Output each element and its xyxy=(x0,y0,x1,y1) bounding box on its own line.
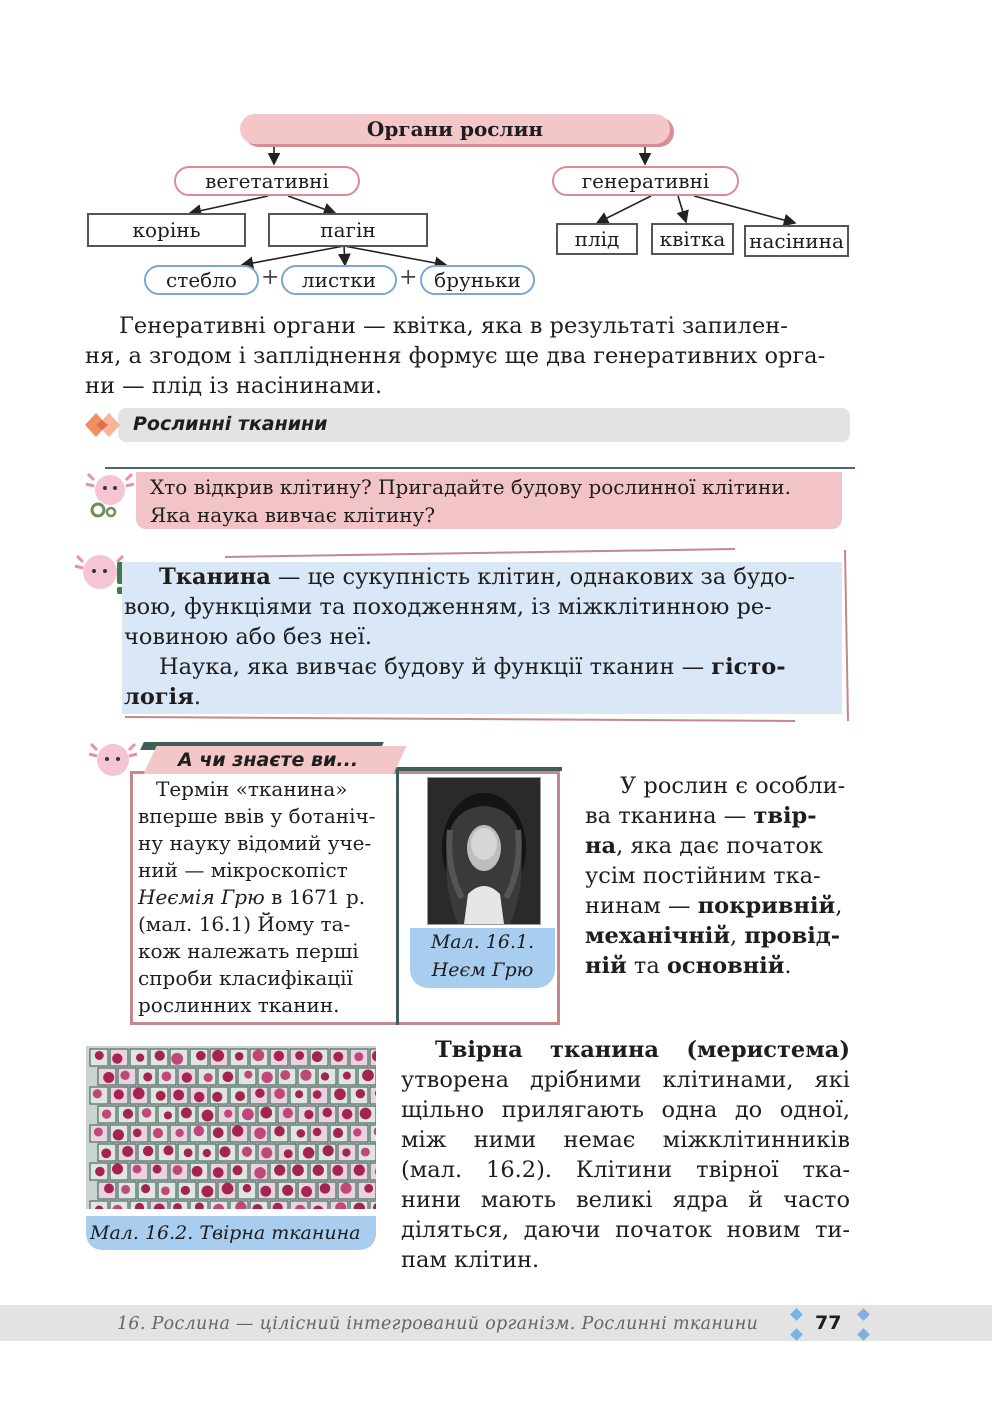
cell-nucleus xyxy=(113,1129,124,1140)
cell-nucleus xyxy=(235,1091,245,1101)
cell-nucleus xyxy=(313,1090,322,1099)
right-span: , яка дає початок xyxy=(616,833,824,859)
flower-node: квітка xyxy=(651,223,734,255)
caption-line: Неєм Грю xyxy=(431,959,534,981)
cell-nucleus xyxy=(222,1183,234,1195)
cell-nucleus xyxy=(133,1088,145,1100)
scientist-name: Неємія Грю xyxy=(138,885,265,909)
right-paragraph xyxy=(585,771,849,981)
meristem-line: нини мають великі ядра й часто xyxy=(401,1187,850,1213)
cell-nucleus xyxy=(322,1108,332,1118)
meristem-line: діляться, даючи початок новим ти- xyxy=(401,1217,850,1243)
dyk-line xyxy=(138,884,392,911)
question-line: Яка наука вивчає клітину? xyxy=(150,503,436,527)
cell-nucleus xyxy=(342,1148,350,1156)
cell-nucleus xyxy=(312,1051,323,1062)
cell-nucleus xyxy=(354,1052,363,1061)
micrograph-cells xyxy=(86,1046,376,1209)
cell-nucleus xyxy=(274,1051,284,1061)
meristem-line xyxy=(401,1035,850,1065)
section-title: Рослинні тканини xyxy=(133,413,328,435)
question-box xyxy=(136,472,842,529)
dyk-text-span: в 1671 р. xyxy=(271,885,366,909)
cell-nucleus xyxy=(360,1108,372,1120)
cell-nucleus xyxy=(196,1051,206,1061)
cell-nucleus xyxy=(202,1185,214,1197)
term-mechanical: механічній xyxy=(585,923,731,949)
dyk-line: спроби класифікації xyxy=(138,966,353,990)
term-conductive: провід- xyxy=(744,923,841,949)
portrait-caption xyxy=(410,928,555,988)
cell-nucleus xyxy=(133,1129,142,1138)
right-line: усім постійним тка- xyxy=(585,863,821,889)
cell-nucleus xyxy=(301,1186,312,1197)
portrait-image xyxy=(427,777,541,925)
cell-nucleus xyxy=(235,1052,244,1061)
cell-nucleus xyxy=(340,1183,351,1194)
meristem-line: щільно прилягають одна до одної, xyxy=(401,1097,850,1123)
did-you-know-top-rule xyxy=(380,767,562,771)
did-you-know-text xyxy=(138,776,392,1019)
definition-line: човиною або без неї. xyxy=(124,624,372,650)
cell-nucleus xyxy=(104,1184,114,1194)
intro-line: ни — плід із насінинами. xyxy=(85,373,383,399)
definition-text xyxy=(124,562,834,712)
cell-nucleus xyxy=(332,1165,343,1176)
generative-node: генеративні xyxy=(552,166,739,196)
term-meristem-heading: Твірна тканина (меристема) xyxy=(435,1037,850,1063)
cell-nucleus xyxy=(181,1107,192,1118)
cell-nucleus xyxy=(304,1110,313,1119)
stem-node: стебло xyxy=(144,265,259,295)
fruit-node: плід xyxy=(556,223,638,255)
cell-nucleus xyxy=(133,1165,142,1174)
cell-nucleus xyxy=(223,1071,234,1082)
cell-nucleus xyxy=(101,1148,111,1158)
diamond-bullet-icon xyxy=(84,408,128,442)
cell-nucleus xyxy=(171,1053,183,1065)
shoot-node: пагін xyxy=(268,213,428,247)
cell-nucleus xyxy=(164,1111,172,1119)
cell-nucleus xyxy=(194,1092,205,1103)
did-you-know-divider xyxy=(396,771,399,1025)
definition-line xyxy=(124,562,834,592)
cell-nucleus xyxy=(333,1052,343,1062)
cell-nucleus xyxy=(321,1072,329,1080)
cell-nucleus xyxy=(364,1184,373,1193)
definition-text-span: . xyxy=(193,684,201,710)
cell-nucleus xyxy=(163,1145,173,1155)
cell-nucleus xyxy=(295,1051,304,1060)
right-line xyxy=(585,921,849,951)
cell-nucleus xyxy=(123,1109,133,1119)
cell-nucleus xyxy=(353,1128,361,1136)
question-line: Хто відкрив клітину? Пригадайте будову рослинної клітини. xyxy=(150,475,791,499)
cell-nucleus xyxy=(254,1167,266,1179)
cell-nucleus xyxy=(212,1050,224,1062)
right-line xyxy=(585,951,849,981)
cell-nucleus xyxy=(136,1053,144,1061)
cell-nucleus xyxy=(93,1089,102,1098)
cell-nucleus xyxy=(233,1165,243,1175)
organs-root-node: Органи рослин xyxy=(240,114,670,144)
cell-nucleus xyxy=(313,1128,321,1136)
micrograph-caption: Мал. 16.2. Твірна тканина xyxy=(86,1216,376,1250)
cell-nucleus xyxy=(280,1070,290,1080)
meristem-line: між ними немає міжклітинників xyxy=(401,1127,850,1153)
cell xyxy=(370,1087,376,1104)
cell-nucleus xyxy=(283,1108,293,1118)
seed-node: насінина xyxy=(744,225,849,257)
plus-sign: + xyxy=(261,265,280,290)
cell-nucleus xyxy=(303,1147,314,1158)
cell-nucleus xyxy=(142,1108,152,1118)
dyk-line: ний — мікроскопіст xyxy=(138,858,348,882)
cell-nucleus xyxy=(323,1145,334,1156)
cell-nucleus xyxy=(143,1072,152,1081)
definition-line xyxy=(124,652,834,682)
cell-nucleus xyxy=(361,1148,370,1157)
term-ground: основній xyxy=(666,953,785,979)
dyk-line: Термін «тканина» xyxy=(156,777,348,801)
cell-nucleus xyxy=(155,1051,165,1061)
plus-sign: + xyxy=(399,265,418,290)
definition-line xyxy=(124,682,834,712)
cell-nucleus xyxy=(182,1072,192,1082)
cell-nucleus xyxy=(242,1108,254,1120)
cell-nucleus xyxy=(141,1184,150,1193)
cell-nucleus xyxy=(153,1128,163,1138)
cell-nucleus xyxy=(112,1164,123,1175)
running-title: 16. Рослина — цілісний інтегрований організм. Рослинні тканини xyxy=(117,1314,759,1334)
right-line: У рослин є особли- xyxy=(620,773,846,799)
cell-nucleus xyxy=(203,1149,211,1157)
meristem-line: (мал. 16.2). Клітини твірної тка- xyxy=(401,1157,850,1183)
cell-nucleus xyxy=(194,1126,204,1136)
cell-nucleus xyxy=(202,1110,214,1122)
definition-text-span: — це сукупність клітин, однакових за будо- xyxy=(270,564,796,590)
cell-nucleus xyxy=(161,1186,170,1195)
cell-nucleus xyxy=(243,1184,251,1193)
cell-nucleus xyxy=(284,1149,293,1158)
right-span: та xyxy=(626,953,667,979)
dyk-line: кож належать перші xyxy=(138,939,359,963)
cell-nucleus xyxy=(95,1167,105,1177)
right-span: . xyxy=(784,953,792,979)
cell-nucleus xyxy=(213,1127,224,1138)
cell-nucleus xyxy=(212,1092,222,1102)
cell-nucleus xyxy=(224,1109,232,1117)
cell-nucleus xyxy=(292,1164,304,1176)
cell-nucleus xyxy=(333,1128,343,1138)
cell-nucleus xyxy=(162,1071,172,1081)
right-span: нинам — xyxy=(585,893,698,919)
meristem-paragraph xyxy=(401,1035,850,1275)
term-histology-part: гісто- xyxy=(711,654,786,680)
axolotl-mascot-icon xyxy=(84,468,142,520)
cell-nucleus xyxy=(274,1165,285,1176)
did-you-know-title: А чи знаєте ви... xyxy=(178,749,359,771)
cell-nucleus xyxy=(184,1148,193,1157)
leaves-node: листки xyxy=(281,265,397,295)
intro-line: ня, а згодом і запліднення формує ще два генеративних орга- xyxy=(85,343,826,369)
cell-nucleus xyxy=(244,1071,252,1079)
cell-nucleus xyxy=(255,1088,264,1097)
page-number: 77 xyxy=(815,1312,842,1334)
intro-paragraph xyxy=(85,311,851,401)
term-dermal: покривній xyxy=(697,893,836,919)
term-meristem: твір- xyxy=(753,803,817,829)
cell-nucleus xyxy=(356,1089,365,1098)
cell-nucleus xyxy=(121,1185,130,1194)
term-histology-part: логія xyxy=(124,684,194,710)
term-conductive: ній xyxy=(585,953,627,979)
cell-nucleus xyxy=(261,1072,272,1083)
right-line xyxy=(585,801,849,831)
meristem-line: пам клітин. xyxy=(401,1247,540,1273)
root-organ-node: корінь xyxy=(87,213,246,247)
cell-nucleus xyxy=(102,1109,111,1118)
dyk-line: (мал. 16.1) Йому та- xyxy=(138,912,351,936)
cell-nucleus xyxy=(213,1167,224,1178)
cell-nucleus xyxy=(343,1072,351,1080)
cell-nucleus xyxy=(362,1069,374,1081)
meristem-micrograph xyxy=(86,1046,376,1209)
cell-nucleus xyxy=(253,1049,265,1061)
cell-nucleus xyxy=(297,1129,306,1138)
cell-nucleus xyxy=(295,1090,303,1098)
cell-nucleus xyxy=(334,1088,346,1100)
meristem-line: утворена дрібними клітинами, які xyxy=(401,1067,850,1093)
definition-text-span: Наука, яка вивчає будову й функції тканин — xyxy=(159,654,712,680)
term-tissue: Тканина xyxy=(159,564,271,590)
cell-nucleus xyxy=(274,1088,285,1099)
intro-line: Генеративні органи — квітка, яка в результаті запилен- xyxy=(119,313,788,339)
cell-nucleus xyxy=(320,1183,331,1194)
cell-nucleus xyxy=(261,1147,272,1158)
cell-nucleus xyxy=(120,1071,129,1080)
cell-nucleus xyxy=(282,1185,293,1196)
cell-nucleus xyxy=(204,1073,213,1082)
right-line xyxy=(585,831,849,861)
cell-nucleus xyxy=(122,1146,133,1157)
vegetative-node: вегетативні xyxy=(174,166,360,196)
right-span: , xyxy=(835,893,843,919)
right-span: , xyxy=(730,923,745,949)
cell-nucleus xyxy=(260,1107,272,1119)
cell-nucleus xyxy=(173,1090,184,1101)
cell-nucleus xyxy=(242,1147,252,1157)
cell-nucleus xyxy=(232,1125,243,1136)
buds-node: бруньки xyxy=(420,265,535,295)
cell-nucleus xyxy=(354,1165,365,1176)
definition-line: вою, функціями та походженням, із міжклітинною ре- xyxy=(124,594,772,620)
cell-nucleus xyxy=(114,1089,124,1099)
cell-nucleus xyxy=(173,1165,183,1175)
cell-nucleus xyxy=(300,1070,311,1081)
cell-nucleus xyxy=(313,1165,324,1176)
cell-nucleus xyxy=(181,1186,190,1195)
cell-nucleus xyxy=(112,1053,122,1063)
cell-nucleus xyxy=(274,1126,285,1137)
term-meristem: на xyxy=(585,833,617,859)
right-span: ва тканина — xyxy=(585,803,754,829)
cell-nucleus xyxy=(220,1146,231,1157)
axolotl-reader-icon xyxy=(86,738,144,786)
cell-nucleus xyxy=(175,1129,183,1137)
portrait-engraving xyxy=(428,778,540,924)
cell-nucleus xyxy=(260,1186,271,1197)
cell-nucleus xyxy=(143,1146,153,1156)
dyk-line: ну науку відомий уче- xyxy=(138,831,372,855)
cell-nucleus xyxy=(94,1128,103,1137)
cell-nucleus xyxy=(153,1165,162,1174)
cell-nucleus xyxy=(342,1109,352,1119)
dyk-line: рослинних тканин. xyxy=(138,993,340,1017)
cell-nucleus xyxy=(192,1166,203,1177)
right-line xyxy=(585,891,849,921)
cell-nucleus xyxy=(156,1091,166,1101)
caption-line: Мал. 16.1. xyxy=(430,931,535,953)
cell-nucleus xyxy=(254,1127,266,1139)
cell-nucleus xyxy=(103,1072,114,1083)
cell-nucleus xyxy=(95,1051,104,1060)
dyk-line: вперше ввів у ботаніч- xyxy=(138,804,376,828)
